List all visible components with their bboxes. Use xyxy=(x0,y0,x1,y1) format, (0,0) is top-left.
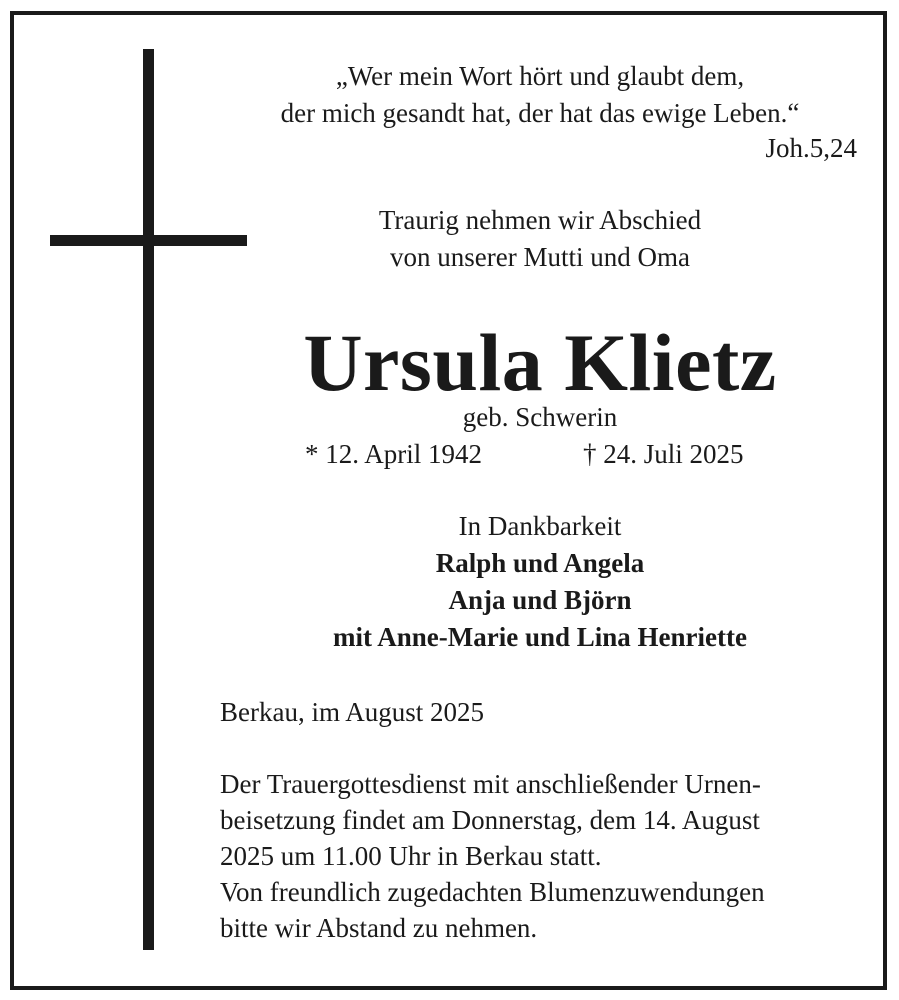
cross-vertical-bar xyxy=(143,49,154,950)
mourner-name: Ralph und Angela xyxy=(435,548,645,578)
service-line: bitte wir Abstand zu nehmen. xyxy=(220,913,538,943)
place-and-date: Berkau, im August 2025 xyxy=(220,697,484,727)
mourner-name: Anja und Björn xyxy=(448,585,632,615)
birth-name: geb. Schwerin xyxy=(462,402,618,432)
deceased-name: Ursula Klietz xyxy=(303,317,777,408)
quote-line-2: der mich gesandt hat, der hat das ewige Leben.“ xyxy=(280,98,800,128)
death-date: † 24. Juli 2025 xyxy=(583,439,744,469)
service-line: Der Trauergottesdienst mit anschließender Urnen- xyxy=(220,769,761,799)
cross-horizontal-bar xyxy=(50,235,247,246)
mourners-section xyxy=(220,508,860,656)
service-line: 2025 um 11.00 Uhr in Berkau statt. xyxy=(220,841,602,871)
mourner-name: mit Anne-Marie und Lina Henriette xyxy=(333,622,747,652)
quote-line-1: „Wer mein Wort hört und glaubt dem, xyxy=(335,61,745,91)
farewell-line-2: von unserer Mutti und Oma xyxy=(390,242,690,272)
service-line: Von freundlich zugedachten Blumenzuwendungen xyxy=(220,877,765,907)
quote-reference: Joh.5,24 xyxy=(765,133,857,163)
farewell-text xyxy=(220,202,860,276)
birth-date: * 12. April 1942 xyxy=(305,439,483,469)
service-line: beisetzung findet am Donnerstag, dem 14. August xyxy=(220,805,760,835)
farewell-line-1: Traurig nehmen wir Abschied xyxy=(378,205,702,235)
service-details xyxy=(220,766,870,946)
bible-quote xyxy=(220,58,860,132)
thanks-intro: In Dankbarkeit xyxy=(458,511,622,541)
